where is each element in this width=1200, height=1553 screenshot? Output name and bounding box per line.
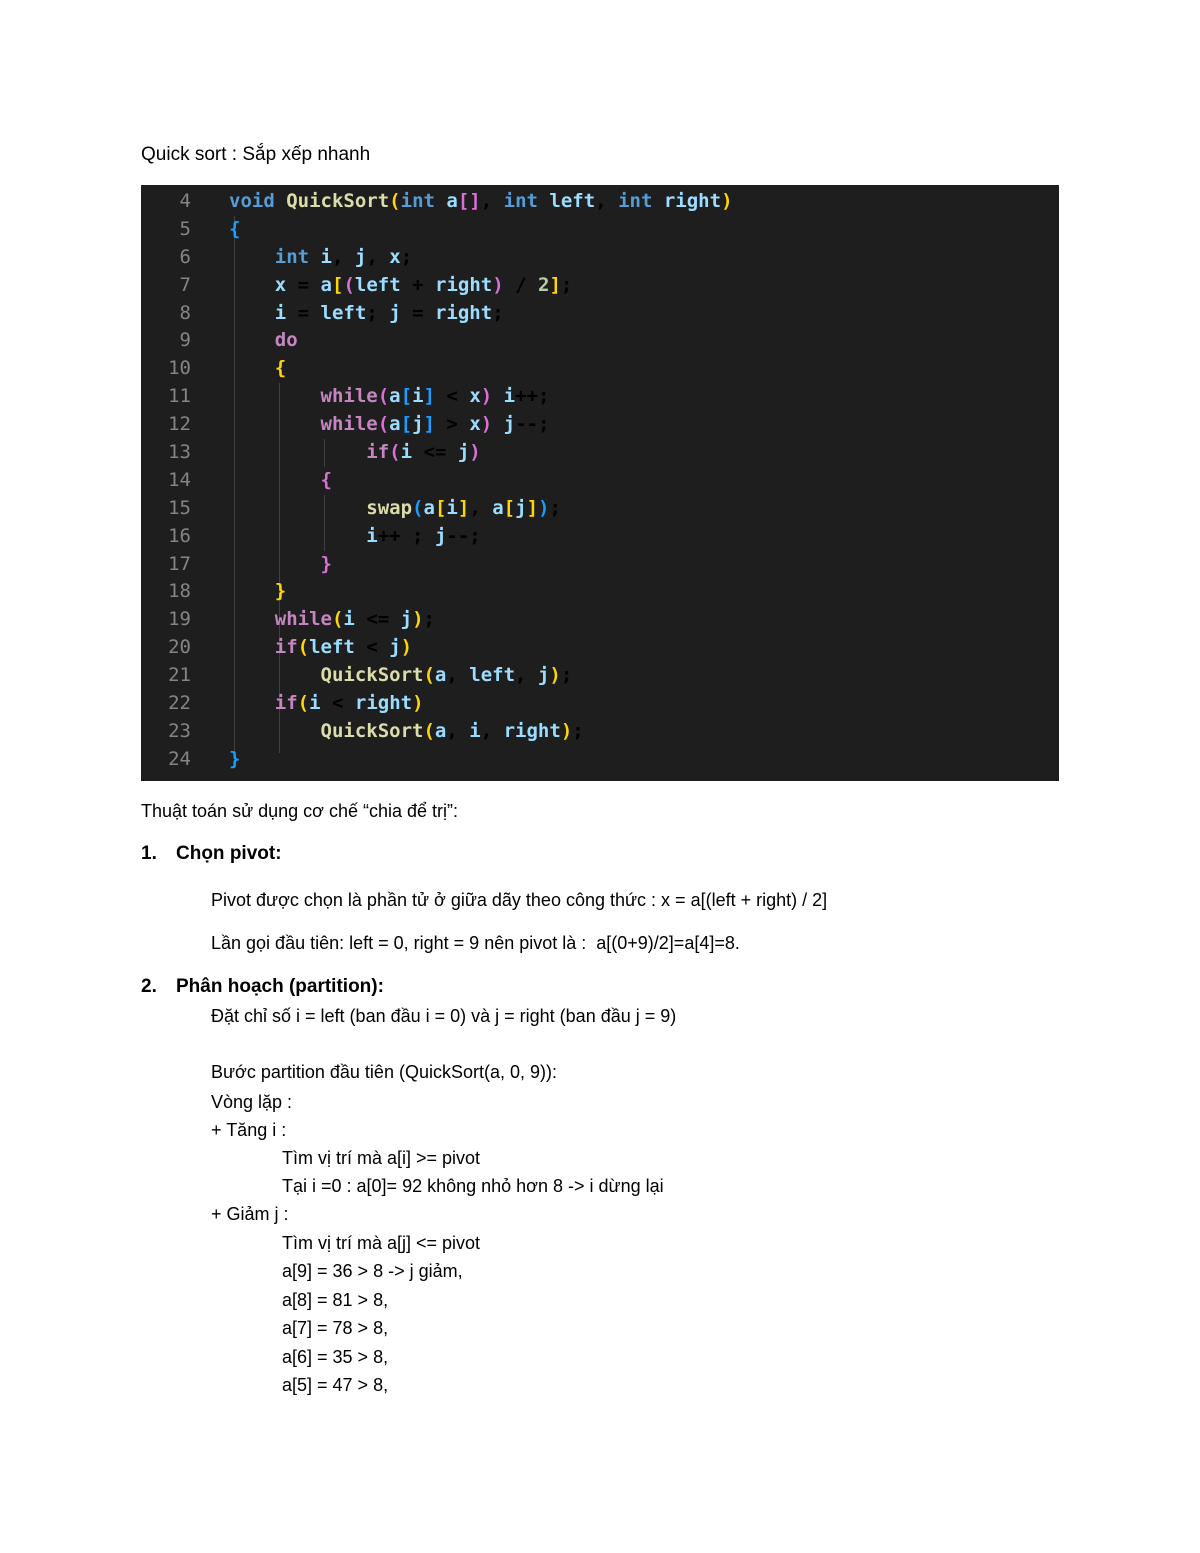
decrement-label: + Giảm j : — [211, 1204, 289, 1224]
section-1-number: 1. — [141, 843, 157, 864]
code-line: 11 while(a[i] < x) i++; — [168, 385, 550, 408]
code-line: 6 int i, j, x; — [179, 245, 413, 268]
section-1-heading — [141, 843, 282, 865]
decrement-line: a[8] = 81 > 8, — [282, 1290, 389, 1310]
increment-line: Tại i =0 : a[0]= 92 không nhỏ hơn 8 -> i dừng lại — [282, 1176, 664, 1196]
increment-line: Tìm vị trí mà a[i] >= pivot — [282, 1148, 481, 1168]
code-line: 9 do — [179, 329, 298, 352]
section-2-line: Vòng lặp : — [211, 1092, 293, 1112]
code-line: 15 swap(a[i], a[j]); — [168, 496, 561, 519]
code-line: 13 if(i <= j) — [168, 441, 481, 464]
code-line: 18 } — [168, 580, 287, 603]
decrement-line: Tìm vị trí mà a[j] <= pivot — [282, 1233, 481, 1253]
code-screenshot — [141, 185, 1059, 781]
section-1-title: Chọn pivot: — [176, 843, 282, 864]
code-line: 17 } — [168, 552, 332, 575]
code-line: 12 while(a[j] > x) j--; — [168, 413, 550, 436]
code-line: 22 if(i < right) — [168, 692, 424, 715]
decrement-line: a[6] = 35 > 8, — [282, 1347, 389, 1367]
section-2-title: Phân hoạch (partition): — [176, 976, 384, 997]
code-line: 14 { — [168, 468, 332, 491]
code-line: 21 QuickSort(a, left, j); — [168, 664, 573, 687]
code-line: 4 void QuickSort(int a[], int left, int right) — [179, 190, 733, 212]
code-line: 19 while(i <= j); — [168, 608, 435, 631]
decrement-line: a[9] = 36 > 8 -> j giảm, — [282, 1261, 463, 1281]
section-2-line: Bước partition đầu tiên (QuickSort(a, 0, 9)): — [211, 1062, 557, 1082]
section-2-heading — [141, 976, 384, 998]
code-line: 7 x = a[(left + right) / 2]; — [179, 273, 573, 296]
code-line: 20 if(left < j) — [168, 636, 413, 659]
section-2-line: Đặt chỉ số i = left (ban đầu i = 0) và j = right (ban đầu j = 9) — [211, 1006, 677, 1026]
increment-label: + Tăng i : — [211, 1120, 287, 1140]
code-line: 23 QuickSort(a, i, right); — [168, 719, 584, 742]
decrement-line: a[7] = 78 > 8, — [282, 1318, 389, 1338]
section-2-number: 2. — [141, 976, 157, 997]
code-line: 5 { — [179, 217, 241, 240]
page-title: Quick sort : Sắp xếp nhanh — [141, 144, 371, 165]
section-1-line: Lần gọi đầu tiên: left = 0, right = 9 nên pivot là : a[(0+9)/2]=a[4]=8. — [211, 933, 740, 953]
code-line: 24 } — [168, 747, 241, 770]
code-line: 16 i++ ; j--; — [168, 524, 481, 547]
section-1-line: Pivot được chọn là phần tử ở giữa dãy theo công thức : x = a[(left + right) / 2] — [211, 890, 828, 910]
intro-text: Thuật toán sử dụng cơ chế “chia để trị”: — [141, 801, 459, 821]
code-line: 8 i = left; j = right; — [179, 301, 504, 324]
decrement-line: a[5] = 47 > 8, — [282, 1375, 389, 1395]
code-line: 10 { — [168, 357, 287, 380]
